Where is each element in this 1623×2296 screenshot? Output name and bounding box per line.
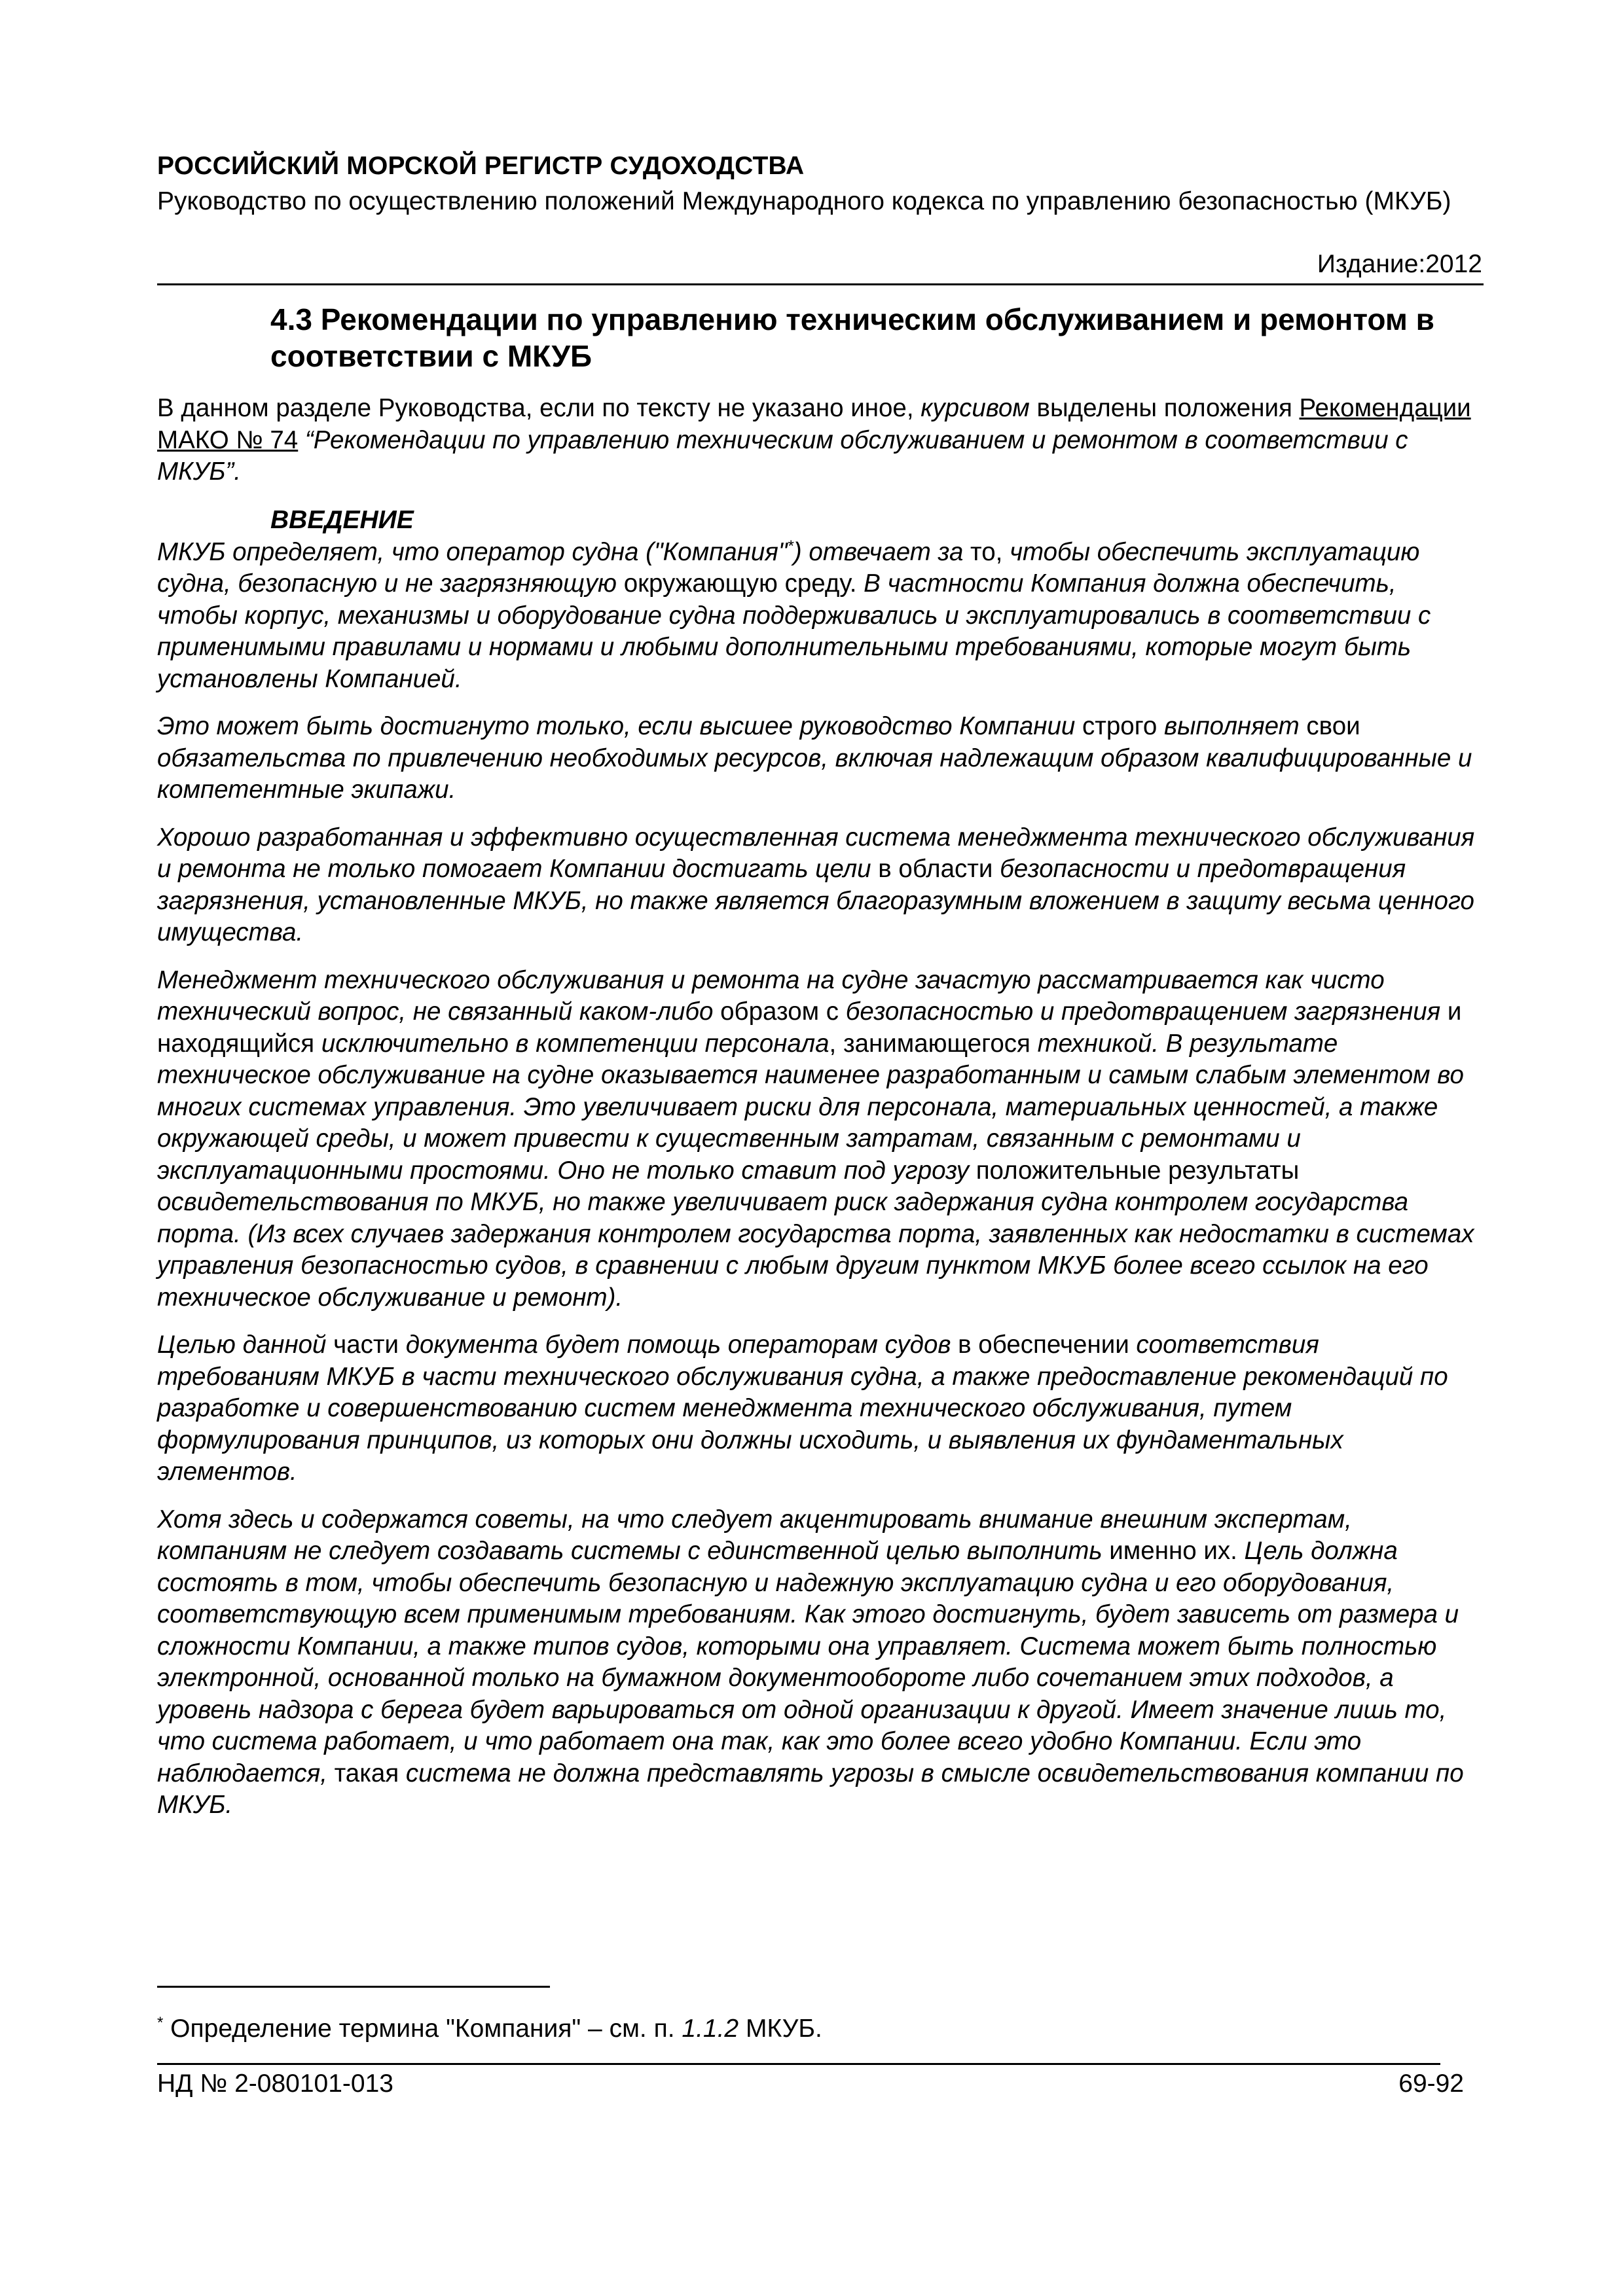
text-run-italic: Менеджмент технического обслуживания и ремонта на судне зачастую рассматривается как чисто технический вопрос, не связанный каком-либо <box>157 965 1385 1026</box>
footnote-divider <box>157 1986 550 1988</box>
text-run-italic: безопасности и предотвращения загрязнения, установленные МКУБ, но также является благоразумным вложением в защиту весьма ценного имущества. <box>157 855 1474 946</box>
text-run: В данном разделе Руководства, если по тексту не указано иное, <box>157 394 921 422</box>
footnote <box>157 2015 822 2043</box>
paragraph <box>157 711 1480 806</box>
text-run-italic: Хорошо разработанная и эффективно осуществленная система менеджмента технического обслуживания и ремонта не только помогает Компании достигать цели <box>157 823 1475 883</box>
text-run-italic: “Рекомендации по управлению техническим обслуживанием и ремонтом в соответствии с МКУБ”. <box>157 425 1408 486</box>
section-title: 4.3 Рекомендации по управлению техническим обслуживанием и ремонтом в соответствии с МКУБ <box>270 302 1434 373</box>
text-run: такая <box>327 1759 406 1787</box>
text-run: в области <box>871 855 1000 883</box>
paragraph <box>157 1329 1480 1488</box>
text-run: в обеспечении <box>951 1331 1137 1359</box>
header-edition: Издание:2012 <box>1317 250 1482 278</box>
footnote-marker: * <box>157 2014 164 2032</box>
footer-divider <box>157 2063 1440 2065</box>
paragraph <box>157 822 1480 949</box>
document-body <box>157 393 1480 1837</box>
text-run-italic: чтобы обеспечить эксплуатацию судна, безопасную и не загрязняющую <box>157 537 1420 598</box>
footer-page-number: 69-92 <box>1398 2070 1464 2098</box>
text-run-italic: безопасностью и предотвращением загрязнения <box>845 997 1441 1026</box>
footer-document-number: НД № 2-080101-013 <box>157 2070 393 2098</box>
text-run-italic: курсивом <box>921 394 1030 422</box>
text-run <box>298 426 305 454</box>
text-run: и находящийся <box>157 997 1462 1058</box>
text-run: положительные результаты <box>969 1156 1300 1185</box>
header-organization: РОССИЙСКИЙ МОРСКОЙ РЕГИСТР СУДОХОДСТВА <box>157 152 805 180</box>
text-run-italic: Цель должна состоять в том, чтобы обеспечить безопасную и надежную эксплуатацию судна и его оборудования, соответствующую всем применимым требованиям. Как этого достигнуть, будет зависеть от размера и сложности Компании, а также типов судов, которыми она управляет. Система может быть полностью электронной, основанной только на бумажном документообороте либо сочетанием этих подходов, а уровень надзора с берега будет варьироваться от одной организации к другой. Имеет значение лишь то, что система работает, и что работает она так, как это более всего удобно Компании. Если это наблюдается, <box>157 1537 1459 1787</box>
footnote-reference: 1.1.2 <box>682 2015 739 2043</box>
footnote-marker[interactable]: * <box>787 537 793 555</box>
text-run-italic: МКУБ определяет, что оператор судна ("Компания" <box>157 537 788 566</box>
text-run-italic: В частности Компания должна обеспечить, чтобы корпус, механизмы и оборудование судна поддерживались и эксплуатировались в соответствии с применимыми правилами и нормами и любыми дополнительными требованиями, которые могут быть установлены Компанией. <box>157 569 1431 693</box>
text-run-italic: соответствия требованиям МКУБ в части технического обслуживания судна, а также предоставление рекомендаций по разработке и совершенствованию систем менеджмента технического обслуживания, путем формулирования принципов, из которых они должны исходить, и выявления их фундаментальных элементов. <box>157 1331 1448 1486</box>
text-run-italic: освидетельствования по МКУБ, но также увеличивает риск задержания судна контролем государства порта. (Из всех случаев задержания контролем государства порта, заявленных как недостатки в системах управления безопасностью судов, в сравнении с любым другим пунктом МКУБ более всего ссылок на его техническое обслуживание и ремонт). <box>157 1188 1474 1312</box>
text-run: то, <box>963 537 1010 566</box>
text-run-italic: техникой. В результате техническое обслуживание на судне оказывается наименее разработанным и самым слабым элементом во многих системах управления. Это увеличивает риски для персонала, материальных ценностей, а также окружающей среды, и может привести к существенным затратам, связанным с ремонтами и эксплуатационными простоями. Оно не только ставит под угрозу <box>157 1029 1464 1185</box>
text-run-italic: документа будет помощь операторам судов <box>405 1331 951 1359</box>
text-run-italic: выполняет <box>1164 712 1300 740</box>
intro-paragraph <box>157 393 1480 488</box>
text-run: выделены положения <box>1029 394 1300 422</box>
text-run: , занимающегося <box>829 1029 1038 1058</box>
text-run: именно их. <box>1102 1537 1245 1565</box>
text-run-italic: Это может быть достигнуто только, если высшее руководство Компании <box>157 712 1076 740</box>
header-subtitle: Руководство по осуществлению положений Международного кодекса по управлению безопасностью (МКУБ) <box>157 187 1451 215</box>
text-run: свои <box>1299 712 1360 740</box>
text-run: части <box>326 1331 406 1359</box>
text-run-italic: система не должна представлять угрозы в смысле освидетельствования компании по МКУБ. <box>157 1759 1464 1819</box>
text-run: строго <box>1075 712 1165 740</box>
text-run: образом с <box>713 997 846 1026</box>
footnote-text: Определение термина "Компания" – см. п. <box>163 2015 682 2043</box>
text-run-italic: исключительно в компетенции персонала <box>321 1029 830 1058</box>
text-run-italic: Целью данной <box>157 1331 327 1359</box>
footnote-text: МКУБ. <box>739 2015 822 2043</box>
paragraph <box>157 965 1480 1314</box>
header-divider <box>157 283 1484 285</box>
text-run-italic: ) отвечает за <box>793 537 964 566</box>
paragraph <box>157 1504 1480 1821</box>
introduction-heading: ВВЕДЕНИЕ <box>270 505 414 534</box>
text-run-italic: Хотя здесь и содержатся советы, на что следует акцентировать внимание внешним экспертам, компаниям не следует создавать системы с единственной целью выполнить <box>157 1505 1352 1565</box>
paragraph <box>157 537 1480 696</box>
mako-74-link[interactable]: Рекомендации МАКО № 74 <box>157 394 1471 454</box>
text-run: окружающую среду. <box>617 569 864 598</box>
text-run-italic: обязательства по привлечению необходимых ресурсов, включая надлежащим образом квалифицированные и компетентные экипажи. <box>157 744 1472 804</box>
